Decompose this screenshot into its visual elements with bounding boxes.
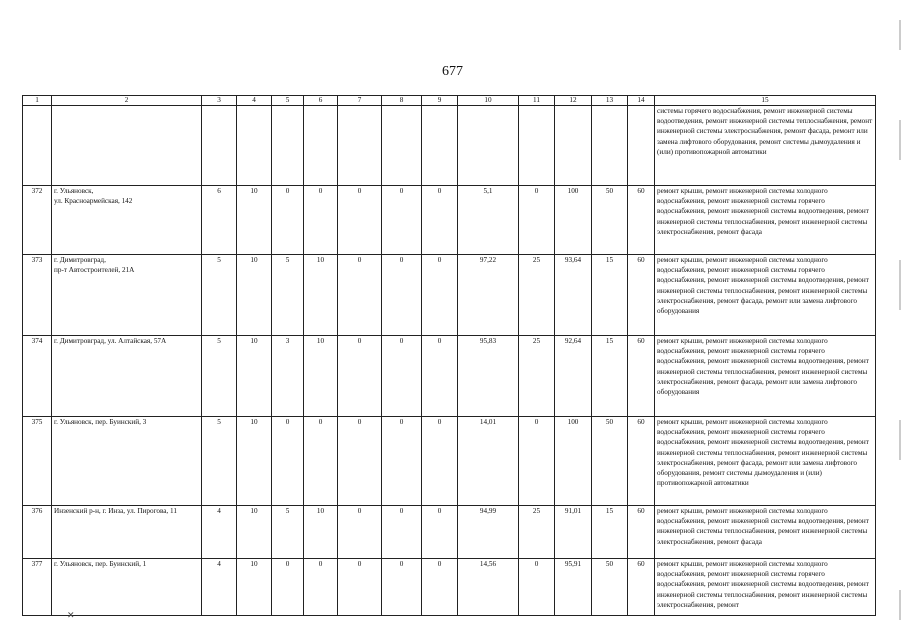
- value-cell-c10: 14,56: [458, 559, 519, 616]
- value-cell-c9: 0: [422, 417, 458, 506]
- value-cell-c8: 0: [382, 506, 422, 559]
- value-cell-c8: [382, 106, 422, 186]
- column-number: 12: [555, 96, 592, 106]
- table-row: [23, 559, 876, 616]
- value-cell-c10: [458, 106, 519, 186]
- column-number: 4: [237, 96, 272, 106]
- scan-mark: ✕: [67, 610, 75, 620]
- table-row: [23, 336, 876, 417]
- value-cell-c7: 0: [338, 506, 382, 559]
- row-number-cell: [23, 106, 52, 186]
- value-cell-c9: 0: [422, 506, 458, 559]
- works-cell: ремонт крыши, ремонт инженерной системы холодного водоснабжения, ремонт инженерной системы водоотведения, ремонт инженерной системы теплоснабжения, ремонт инженерной системы электроснабжения, ремонт фасада: [655, 506, 876, 559]
- value-cell-c4: [237, 106, 272, 186]
- value-cell-c12: 95,91: [555, 559, 592, 616]
- works-cell: ремонт крыши, ремонт инженерной системы холодного водоснабжения, ремонт инженерной системы горячего водоснабжения, ремонт инженерной системы водоотведения, ремонт инженерной системы теплоснабжения, ремонт инженерной системы электроснабжения, ремонт фасада, ремонт или замена лифтового оборудования: [655, 336, 876, 417]
- value-cell-c6: 10: [304, 506, 338, 559]
- value-cell-c13: 15: [592, 255, 628, 336]
- value-cell-c6: 10: [304, 255, 338, 336]
- value-cell-c8: 0: [382, 559, 422, 616]
- address-cell: г. Димитровград, пр-т Автостроителей, 21А: [52, 255, 202, 336]
- value-cell-c11: 0: [519, 417, 555, 506]
- value-cell-c4: 10: [237, 255, 272, 336]
- column-number: 9: [422, 96, 458, 106]
- value-cell-c14: 60: [628, 255, 655, 336]
- value-cell-c11: [519, 106, 555, 186]
- column-number: 7: [338, 96, 382, 106]
- value-cell-c14: 60: [628, 506, 655, 559]
- address-cell: Инзенский р-н, г. Инза, ул. Пирогова, 11: [52, 506, 202, 559]
- value-cell-c11: 0: [519, 186, 555, 255]
- table-row: [23, 255, 876, 336]
- value-cell-c9: [422, 106, 458, 186]
- column-number: 2: [52, 96, 202, 106]
- value-cell-c12: 100: [555, 417, 592, 506]
- value-cell-c7: 0: [338, 417, 382, 506]
- works-cell: ремонт крыши, ремонт инженерной системы холодного водоснабжения, ремонт инженерной системы горячего водоснабжения, ремонт инженерной системы водоотведения, ремонт инженерной системы теплоснабжения, ремонт инженерной системы электроснабжения, ремонт: [655, 559, 876, 616]
- value-cell-c6: 0: [304, 186, 338, 255]
- value-cell-c12: 93,64: [555, 255, 592, 336]
- value-cell-c4: 10: [237, 186, 272, 255]
- value-cell-c13: 15: [592, 336, 628, 417]
- value-cell-c5: 0: [272, 417, 304, 506]
- row-number-cell: 376: [23, 506, 52, 559]
- value-cell-c7: 0: [338, 559, 382, 616]
- value-cell-c11: 25: [519, 255, 555, 336]
- column-number: 1: [23, 96, 52, 106]
- repair-plan-table: [22, 95, 876, 616]
- value-cell-c4: 10: [237, 559, 272, 616]
- address-cell: [52, 106, 202, 186]
- value-cell-c5: 5: [272, 255, 304, 336]
- value-cell-c14: 60: [628, 336, 655, 417]
- value-cell-c12: [555, 106, 592, 186]
- value-cell-c10: 14,01: [458, 417, 519, 506]
- row-number-cell: 377: [23, 559, 52, 616]
- value-cell-c14: 60: [628, 559, 655, 616]
- row-number-cell: 375: [23, 417, 52, 506]
- column-number: 3: [202, 96, 237, 106]
- column-number: 5: [272, 96, 304, 106]
- value-cell-c3: 5: [202, 417, 237, 506]
- value-cell-c13: [592, 106, 628, 186]
- value-cell-c14: 60: [628, 186, 655, 255]
- value-cell-c7: [338, 106, 382, 186]
- works-cell: ремонт крыши, ремонт инженерной системы холодного водоснабжения, ремонт инженерной системы горячего водоснабжения, ремонт инженерной системы водоотведения, ремонт инженерной системы теплоснабжения, ремонт инженерной системы электроснабжения, ремонт фасада, ремонт или замена лифтового оборудования: [655, 255, 876, 336]
- scan-edge: [899, 590, 901, 620]
- value-cell-c13: 50: [592, 417, 628, 506]
- value-cell-c9: 0: [422, 255, 458, 336]
- table-row: [23, 106, 876, 186]
- value-cell-c14: 60: [628, 417, 655, 506]
- value-cell-c5: 0: [272, 186, 304, 255]
- column-number: 13: [592, 96, 628, 106]
- address-cell: г. Димитровград, ул. Алтайская, 57А: [52, 336, 202, 417]
- value-cell-c13: 15: [592, 506, 628, 559]
- column-number: 8: [382, 96, 422, 106]
- value-cell-c13: 50: [592, 559, 628, 616]
- value-cell-c8: 0: [382, 255, 422, 336]
- table-row: [23, 417, 876, 506]
- scan-edge: [899, 420, 901, 460]
- column-number: 11: [519, 96, 555, 106]
- value-cell-c4: 10: [237, 336, 272, 417]
- value-cell-c6: 10: [304, 336, 338, 417]
- value-cell-c10: 97,22: [458, 255, 519, 336]
- value-cell-c3: 5: [202, 336, 237, 417]
- value-cell-c14: [628, 106, 655, 186]
- value-cell-c3: [202, 106, 237, 186]
- value-cell-c5: [272, 106, 304, 186]
- value-cell-c5: 3: [272, 336, 304, 417]
- value-cell-c6: [304, 106, 338, 186]
- value-cell-c10: 94,99: [458, 506, 519, 559]
- value-cell-c7: 0: [338, 255, 382, 336]
- value-cell-c4: 10: [237, 417, 272, 506]
- row-number-cell: 374: [23, 336, 52, 417]
- value-cell-c3: 4: [202, 559, 237, 616]
- value-cell-c3: 6: [202, 186, 237, 255]
- row-number-cell: 373: [23, 255, 52, 336]
- value-cell-c11: 0: [519, 559, 555, 616]
- row-number-cell: 372: [23, 186, 52, 255]
- value-cell-c12: 100: [555, 186, 592, 255]
- scan-edge: [899, 120, 901, 160]
- value-cell-c9: 0: [422, 336, 458, 417]
- column-number: 14: [628, 96, 655, 106]
- value-cell-c3: 5: [202, 255, 237, 336]
- table-row: [23, 186, 876, 255]
- value-cell-c5: 5: [272, 506, 304, 559]
- value-cell-c11: 25: [519, 506, 555, 559]
- value-cell-c10: 5,1: [458, 186, 519, 255]
- column-number: 6: [304, 96, 338, 106]
- value-cell-c12: 92,64: [555, 336, 592, 417]
- value-cell-c13: 50: [592, 186, 628, 255]
- value-cell-c3: 4: [202, 506, 237, 559]
- scan-edge: [899, 260, 901, 310]
- table-row: [23, 506, 876, 559]
- scan-edge: [899, 20, 901, 50]
- value-cell-c8: 0: [382, 417, 422, 506]
- value-cell-c8: 0: [382, 336, 422, 417]
- page-number: 677: [442, 64, 463, 79]
- works-cell: системы горячего водоснабжения, ремонт инженерной системы водоотведения, ремонт инженерной системы теплоснабжения, ремонт инженерной системы электроснабжения, ремонт фасада, ремонт или замена лифтового оборудования, ремонт системы дымоудаления и (или) противопожарной автоматики: [655, 106, 876, 186]
- value-cell-c6: 0: [304, 559, 338, 616]
- works-cell: ремонт крыши, ремонт инженерной системы холодного водоснабжения, ремонт инженерной системы горячего водоснабжения, ремонт инженерной системы водоотведения, ремонт инженерной системы теплоснабжения, ремонт инженерной системы электроснабжения, ремонт фасада, ремонт или замена лифтового оборудования, ремонт системы дымоудаления и (или) противопожарной автоматики: [655, 417, 876, 506]
- value-cell-c6: 0: [304, 417, 338, 506]
- address-cell: г. Ульяновск, пер. Буинский, 3: [52, 417, 202, 506]
- value-cell-c4: 10: [237, 506, 272, 559]
- value-cell-c7: 0: [338, 186, 382, 255]
- column-number-row: [23, 96, 876, 106]
- value-cell-c11: 25: [519, 336, 555, 417]
- address-cell: г. Ульяновск, ул. Красноармейская, 142: [52, 186, 202, 255]
- column-number: 10: [458, 96, 519, 106]
- value-cell-c12: 91,01: [555, 506, 592, 559]
- value-cell-c8: 0: [382, 186, 422, 255]
- address-cell: г. Ульяновск, пер. Буинский, 1: [52, 559, 202, 616]
- value-cell-c10: 95,83: [458, 336, 519, 417]
- column-number: 15: [655, 96, 876, 106]
- value-cell-c9: 0: [422, 559, 458, 616]
- value-cell-c7: 0: [338, 336, 382, 417]
- value-cell-c5: 0: [272, 559, 304, 616]
- works-cell: ремонт крыши, ремонт инженерной системы холодного водоснабжения, ремонт инженерной системы горячего водоснабжения, ремонт инженерной системы водоотведения, ремонт инженерной системы теплоснабжения, ремонт инженерной системы электроснабжения, ремонт фасада: [655, 186, 876, 255]
- value-cell-c9: 0: [422, 186, 458, 255]
